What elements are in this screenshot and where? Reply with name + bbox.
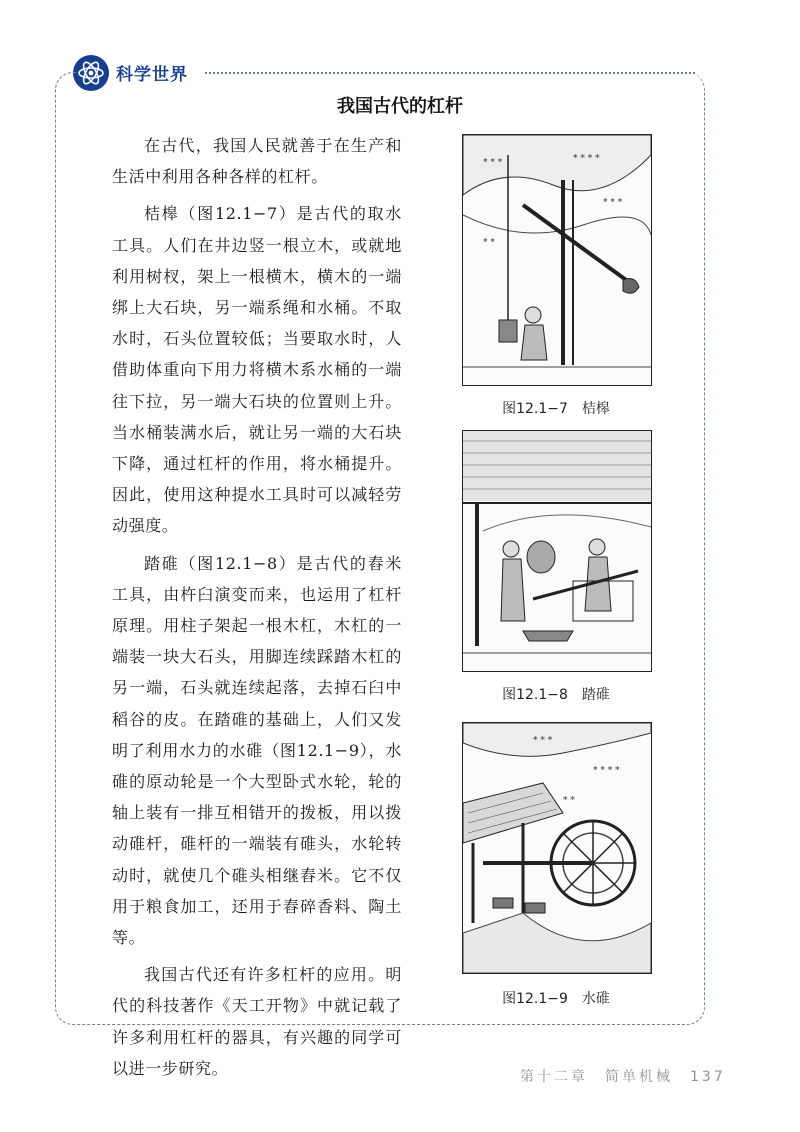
svg-text:* * *: * * * bbox=[533, 736, 553, 746]
svg-text:* * * *: * * * * bbox=[573, 154, 600, 164]
figure-foot-pestle bbox=[462, 430, 652, 672]
svg-text:* * *: * * * bbox=[603, 198, 623, 208]
article-title: 我国古代的杠杆 bbox=[337, 96, 463, 117]
foot-pestle-illustration-icon bbox=[463, 431, 651, 671]
section-brand: 科学世界 bbox=[116, 65, 188, 85]
paragraph: 我国古代还有许多杠杆的应用。明代的科技著作《天工开物》中就记载了许多利用杠杆的器具，有兴趣的同学可以进一步研究。 bbox=[112, 965, 402, 1078]
svg-text:* *: * * bbox=[563, 796, 575, 806]
svg-text:* *: * * bbox=[483, 238, 495, 248]
figure-well-sweep bbox=[462, 134, 652, 386]
frame-corner bbox=[55, 72, 76, 93]
svg-text:* * *: * * * bbox=[483, 158, 503, 168]
article-body bbox=[112, 130, 402, 1090]
figure-water-mill bbox=[462, 722, 652, 974]
page-footer: 第十二章 简单机械 137 bbox=[520, 1069, 726, 1085]
well-sweep-illustration-icon bbox=[463, 135, 651, 385]
water-mill-illustration-icon bbox=[463, 723, 651, 973]
figure-caption: 图12.1−7 桔槔 bbox=[502, 401, 610, 417]
paragraph: 踏碓（图12.1−8）是古代的舂米工具，由杵臼演变而来，也运用了杠杆原理。用柱子架起一根木杠，木杠的一端装一块大石头，用脚连续踩踏木杠的另一端，石头就连续起落，去掉石臼中稻谷的皮。在踏碓的基础上，人们又发明了利用水力的水碓（图12.1−9），水碓的原动轮是一个大型卧式水轮，轮的轴上装有一排互相错开的拨板，用以拨动碓杆，碓杆的一端装有碓头，水轮转动时，就使几个碓头相继舂米。它不仅用于粮食加工，还用于舂碎香料、陶土等。 bbox=[112, 553, 402, 948]
paragraph: 在古代，我国人民就善于在生产和生活中利用各种各样的杠杆。 bbox=[112, 136, 402, 187]
svg-text:* * * *: * * * * bbox=[593, 766, 620, 776]
figure-caption: 图12.1−9 水碓 bbox=[502, 991, 610, 1007]
figure-caption: 图12.1−8 踏碓 bbox=[502, 687, 610, 703]
paragraph: 桔槔（图12.1−7）是古代的取水工具。人们在井边竖一根立木，或就地利用树杈，架上一根横木，横木的一端绑上大石块，另一端系绳和水桶。不取水时，石头位置较低；当要取水时，人借助体重向下用力将横木系水桶的一端往下拉，另一端大石块的位置则上升。当水桶装满水后，就让另一端的大石块下降，通过杠杆的作用，将水桶提升。因此，使用这种提水工具时可以减轻劳动强度。 bbox=[112, 204, 402, 536]
